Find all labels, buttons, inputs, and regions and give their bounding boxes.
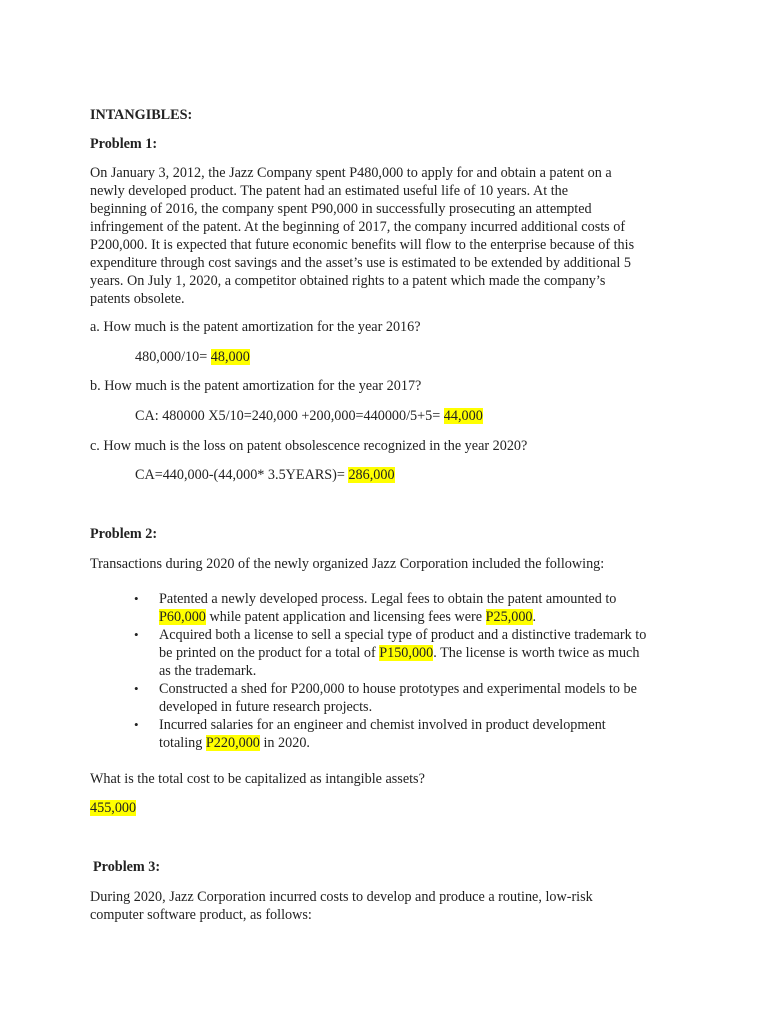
paragraph-line: years. On July 1, 2020, a competitor obtained rights to a patent which made the company’s bbox=[90, 273, 606, 289]
question-c: c. How much is the loss on patent obsolescence recognized in the year 2020? bbox=[90, 438, 528, 454]
problem-2-intro: Transactions during 2020 of the newly organized Jazz Corporation included the following: bbox=[90, 556, 605, 572]
calculation-c bbox=[135, 466, 395, 484]
calculation-text: CA: 480000 X5/10=240,000 +200,000=440000/5+5= bbox=[135, 408, 444, 424]
problem-2-title: Problem 2: bbox=[90, 526, 158, 542]
list-item: • Incurred salaries for an engineer and chemist involved in product development totaling P220,000 in 2020. bbox=[134, 717, 606, 751]
problem-3-title: Problem 3: bbox=[93, 859, 161, 875]
document-heading: INTANGIBLES: bbox=[90, 107, 193, 123]
paragraph-line: P200,000. It is expected that future economic benefits will flow to the enterprise because of this bbox=[90, 237, 635, 253]
problem-1-paragraph bbox=[90, 164, 690, 308]
highlighted-amount: P60,000 bbox=[159, 609, 206, 625]
highlighted-amount: P220,000 bbox=[205, 735, 260, 751]
question-a: a. How much is the patent amortization for the year 2016? bbox=[90, 319, 421, 335]
highlighted-amount: P25,000 bbox=[485, 609, 533, 625]
paragraph-line: On January 3, 2012, the Jazz Company spent P480,000 to apply for and obtain a patent on a bbox=[90, 165, 612, 181]
paragraph-line: expenditure through cost savings and the asset’s use is estimated to be extended by additional 5 bbox=[90, 255, 631, 271]
paragraph-line: beginning of 2016, the company spent P90,000 in successfully prosecuting an attempted bbox=[90, 201, 592, 217]
highlighted-amount: P150,000 bbox=[379, 645, 434, 661]
question-b: b. How much is the patent amortization for the year 2017? bbox=[90, 378, 422, 394]
problem-3-line: During 2020, Jazz Corporation incurred costs to develop and produce a routine, low-risk bbox=[90, 889, 593, 905]
calculation-text: CA=440,000-(44,000* 3.5YEARS)= bbox=[135, 467, 349, 483]
bullet-icon: • bbox=[134, 591, 139, 606]
paragraph-line: patents obsolete. bbox=[90, 291, 185, 307]
bullet-icon: • bbox=[134, 681, 139, 696]
highlighted-answer: 48,000 bbox=[210, 349, 250, 365]
list-item: • Constructed a shed for P200,000 to house prototypes and experimental models to be developed in future research projects. bbox=[134, 681, 637, 715]
list-item: • Patented a newly developed process. Legal fees to obtain the patent amounted to P60,000 while patent application and licensing fees were P25,000. bbox=[134, 591, 617, 625]
paragraph-line: newly developed product. The patent had an estimated useful life of 10 years. At the bbox=[90, 183, 569, 199]
highlighted-answer: 44,000 bbox=[443, 408, 483, 424]
calculation-text: 480,000/10= bbox=[135, 349, 211, 365]
transaction-list bbox=[90, 590, 690, 752]
highlighted-answer: 286,000 bbox=[348, 467, 395, 483]
problem-2-question: What is the total cost to be capitalized as intangible assets? bbox=[90, 771, 425, 787]
list-item: • Acquired both a license to sell a special type of product and a distinctive trademark to be printed on the product for a total of P150,000. The license is worth twice as much as the trademark. bbox=[134, 627, 647, 679]
problem-3-line: computer software product, as follows: bbox=[90, 907, 312, 923]
problem-2-answer bbox=[90, 799, 136, 817]
bullet-icon: • bbox=[134, 627, 139, 642]
calculation-b bbox=[135, 407, 483, 425]
problem-1-title: Problem 1: bbox=[90, 136, 158, 152]
paragraph-line: infringement of the patent. At the beginning of 2017, the company incurred additional costs of bbox=[90, 219, 626, 235]
highlighted-answer: 455,000 bbox=[90, 800, 137, 816]
bullet-icon: • bbox=[134, 717, 139, 732]
calculation-a bbox=[135, 348, 250, 366]
